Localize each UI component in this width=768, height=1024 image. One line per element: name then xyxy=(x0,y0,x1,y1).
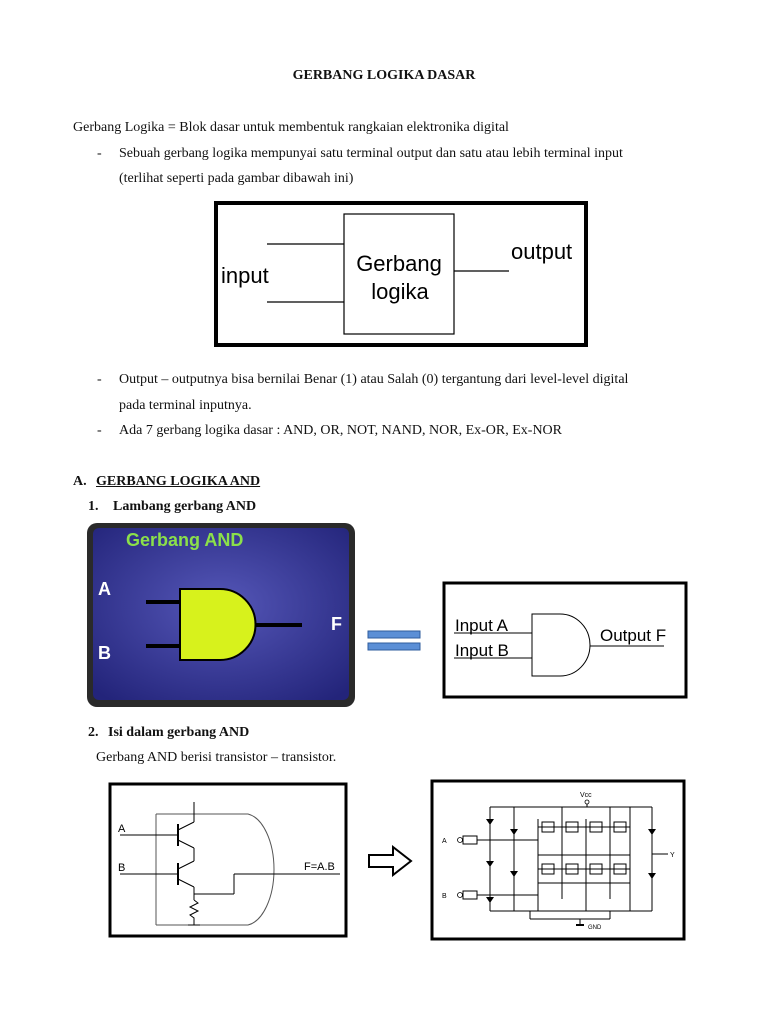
and-gate-symbol xyxy=(532,614,590,676)
card-title: Gerbang AND xyxy=(126,530,244,550)
figure-frame xyxy=(432,781,684,939)
bullet-dash: - xyxy=(97,372,102,387)
vcc-label: Vcc xyxy=(580,792,592,799)
and-circuit-schematic xyxy=(430,779,686,941)
subsection-text: Gerbang AND berisi transistor – transistor. xyxy=(96,750,337,765)
and-gate-simple-figure xyxy=(442,581,688,699)
bullet-text: Sebuah gerbang logika mempunyai satu terminal output dan satu atau lebih terminal input xyxy=(119,146,623,161)
bullet-dash: - xyxy=(97,146,102,161)
block-label-line1: Gerbang xyxy=(356,251,442,276)
block-label-line2: logika xyxy=(371,279,429,304)
subsection-title: Isi dalam gerbang AND xyxy=(108,725,250,740)
logic-gate-block-figure xyxy=(214,201,588,347)
bullet-text-continued: pada terminal inputnya. xyxy=(119,398,252,413)
arrow-right-icon xyxy=(367,845,413,877)
input-a-label: A xyxy=(442,838,447,845)
output-y-label: Y xyxy=(670,852,675,859)
input-a-label: A xyxy=(118,823,126,835)
subsection-number: 2. xyxy=(88,725,99,740)
intro-line: Gerbang Logika = Blok dasar untuk membentuk rangkaian elektronika digital xyxy=(73,120,509,135)
page-title: GERBANG LOGIKA DASAR xyxy=(292,68,476,83)
section-heading: GERBANG LOGIKA AND xyxy=(96,474,261,489)
input-b-label: B xyxy=(118,862,126,874)
figure-frame xyxy=(110,784,346,936)
and-gate-card xyxy=(86,522,356,708)
and-gate-symbol xyxy=(180,589,256,660)
input-b-label: Input B xyxy=(455,641,509,660)
output-label: Output F xyxy=(600,626,667,645)
input-b-label: B xyxy=(442,893,447,900)
gnd-label: GND xyxy=(588,925,602,931)
input-label: input xyxy=(221,263,269,288)
equals-icon xyxy=(367,628,421,654)
and-transistor-figure xyxy=(108,782,348,938)
bullet-text-continued: (terlihat seperti pada gambar dibawah ini) xyxy=(119,171,354,186)
input-a-label: Input A xyxy=(455,616,508,635)
output-f-label: F xyxy=(331,614,342,634)
bullet-text: Ada 7 gerbang logika dasar : AND, OR, NOT, NAND, NOR, Ex-OR, Ex-NOR xyxy=(119,423,563,438)
section-letter: A. xyxy=(73,474,87,489)
bullet-dash: - xyxy=(97,423,102,438)
bullet-text: Output – outputnya bisa bernilai Benar (1) atau Salah (0) tergantung dari level-level digital xyxy=(119,372,629,387)
subsection-number: 1. xyxy=(88,499,99,514)
input-b-label: B xyxy=(98,643,111,663)
output-label: output xyxy=(511,239,573,264)
subsection-title: Lambang gerbang AND xyxy=(113,499,257,514)
input-a-label: A xyxy=(98,579,111,599)
output-label: F=A.B xyxy=(304,861,335,873)
